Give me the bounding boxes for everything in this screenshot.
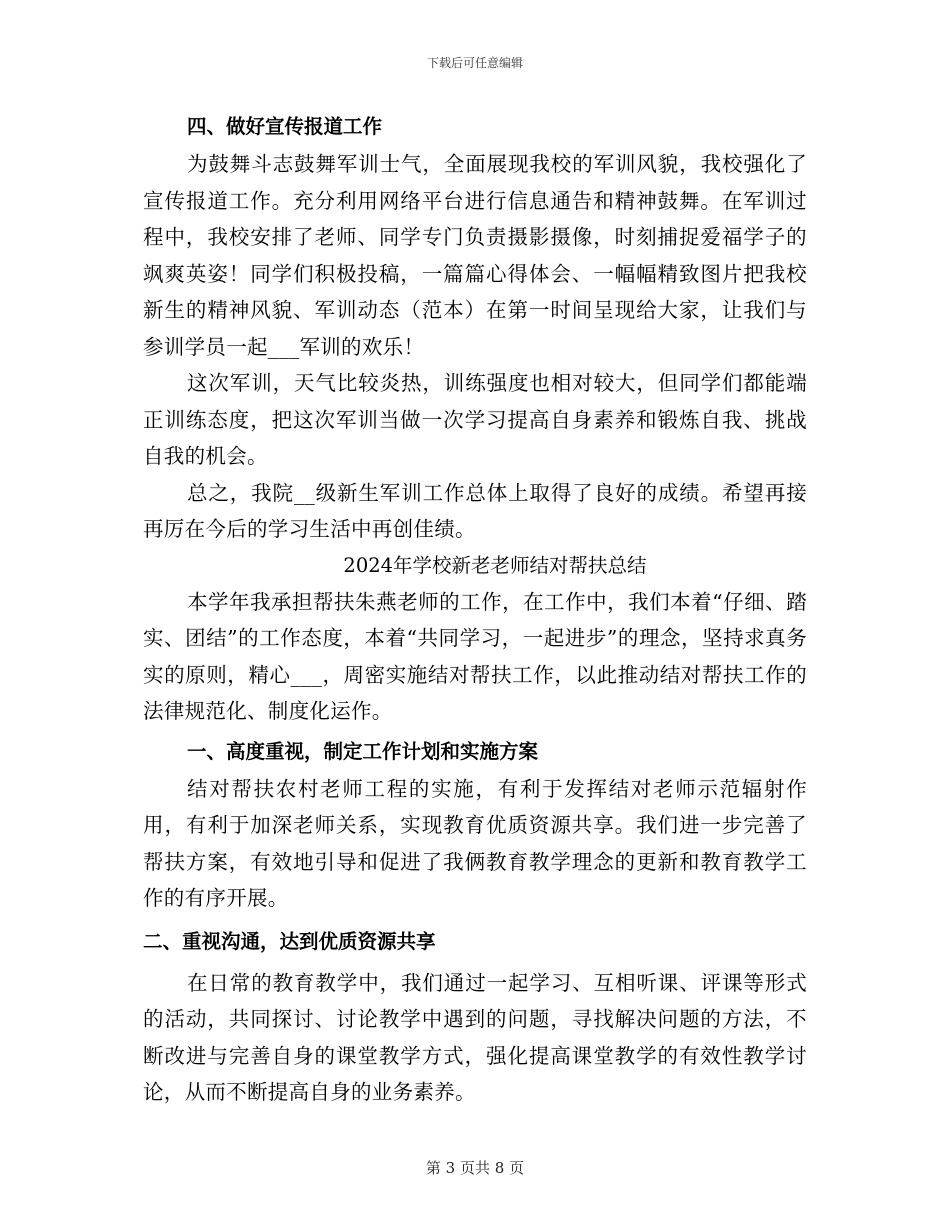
section-heading-publicity: 四、做好宣传报道工作 <box>187 115 383 138</box>
paragraph: 结对帮扶农村老师工程的实施，有利于发挥结对老师示范辐射作用，有利于加深老师关系，实现教育优质资源共享。我们进一步完善了帮扶方案，有效地引导和促进了我俩教育教学理念的更新和教育教学工作的有序开展。 <box>143 776 807 910</box>
paragraph: 为鼓舞斗志鼓舞军训士气，全面展现我校的军训风貌，我校强化了宣传报道工作。充分利用网络平台进行信息通告和精神鼓舞。在军训过程中，我校安排了老师、同学专门负责摄影摄像，时刻捕捉爱福学子的飒爽英姿！同学们积极投稿，一篇篇心得体会、一幅幅精致图片把我校新生的精神风貌、军训动态（范本）在第一时间呈现给大家，让我们与参训学员一起___军训的欢乐！ <box>143 152 807 359</box>
section-heading-communication: 二、重视沟通，达到优质资源共享 <box>143 929 436 953</box>
paragraph: 这次军训，天气比较炎热，训练强度也相对较大，但同学们都能端正训练态度，把这次军训当做一次学习提高自身素养和锻炼自我、挑战自我的机会。 <box>143 371 807 468</box>
paragraph: 在日常的教育教学中，我们通过一起学习、互相听课、评课等形式的活动，共同探讨、讨论教学中遇到的问题，寻找解决问题的方法，不断改进与完善自身的课堂教学方式，强化提高课堂教学的有效性教学讨论，从而不断提高自身的业务素养。 <box>143 970 807 1104</box>
paragraph: 总之，我院__级新生军训工作总体上取得了良好的成绩。希望再接再厉在今后的学习生活中再创佳绩。 <box>143 480 807 541</box>
page-header: 下载后可任意编辑 <box>426 56 523 70</box>
document-body <box>143 108 807 1111</box>
section-heading-plan: 一、高度重视，制定工作计划和实施方案 <box>187 739 539 763</box>
document-title: 2024年学校新老老师结对帮扶总结 <box>343 553 647 577</box>
page-number: 第 3 页共 8 页 <box>425 1159 525 1177</box>
paragraph: 本学年我承担帮扶朱燕老师的工作，在工作中，我们本着“仔细、踏实、团结”的工作态度，本着“共同学习，一起进步”的理念，坚持求真务实的原则，精心___，周密实施结对帮扶工作，以此推动结对帮扶工作的法律规范化、制度化运作。 <box>143 589 807 723</box>
